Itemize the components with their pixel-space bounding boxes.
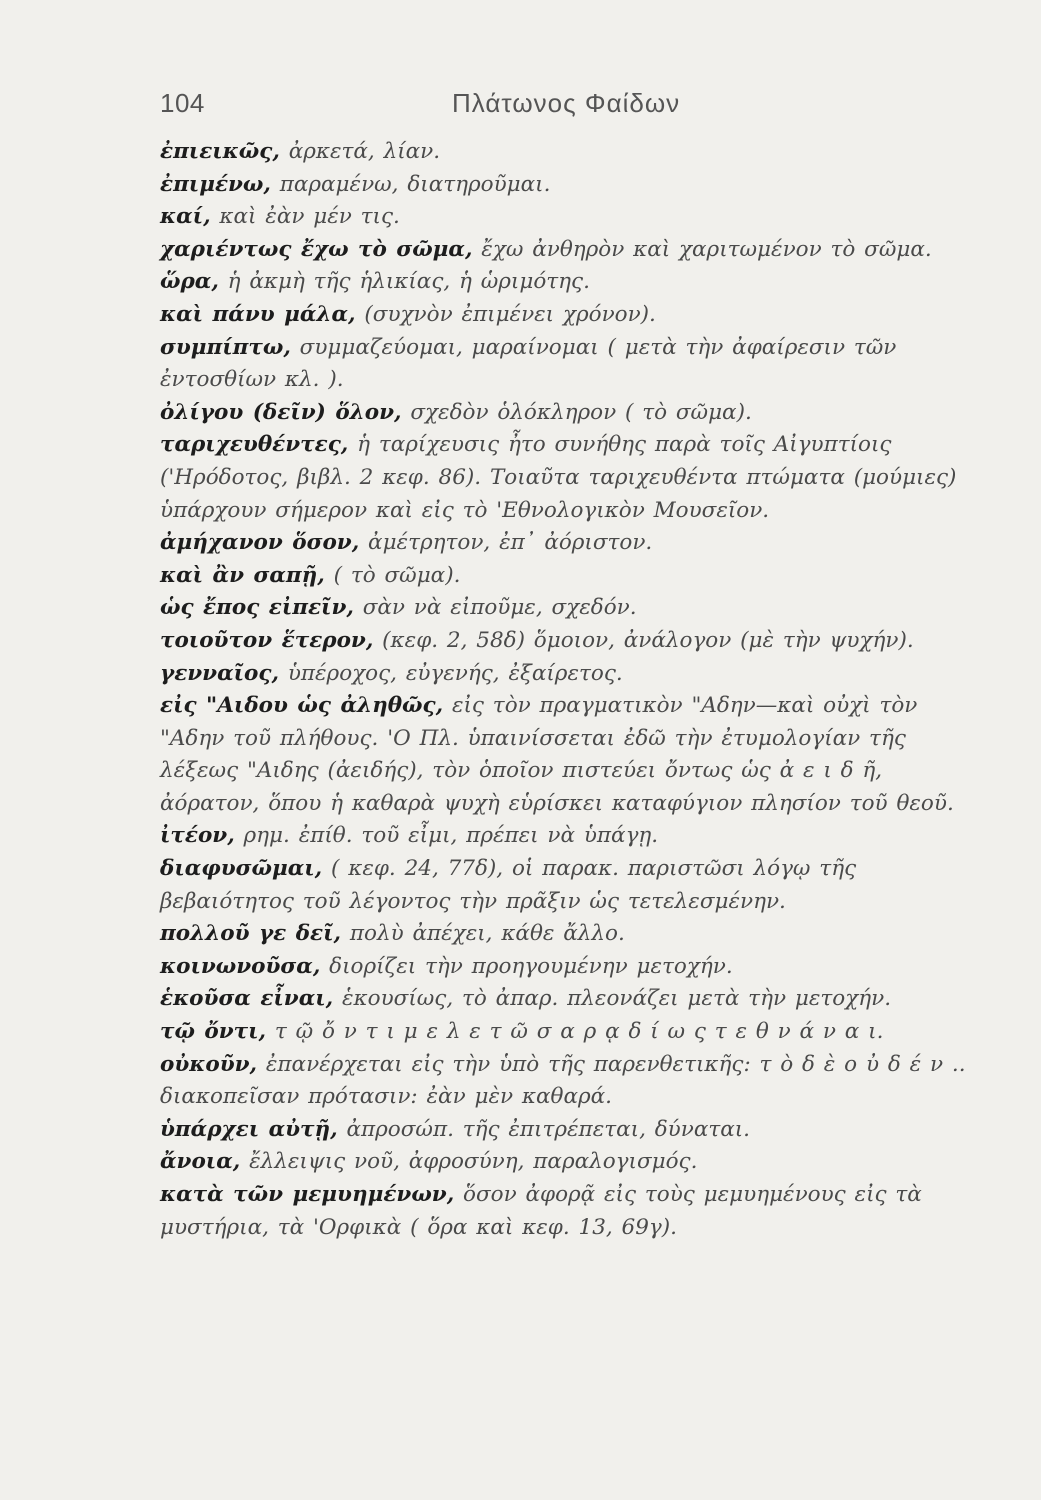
entry-term: τῷ ὄντι,: [160, 1019, 267, 1045]
entry-term: κατὰ τῶν μεμυημένων,: [160, 1182, 455, 1207]
entry-gloss: (συχνὸν ἐπιμένει χρόνον).: [364, 301, 656, 327]
entry-term: χαριέντως ἔχω τὸ σῶμα,: [160, 236, 473, 262]
glossary-entry: [148, 169, 988, 202]
glossary-entry: [148, 820, 988, 853]
page-number: 104: [160, 88, 205, 118]
glossary-entry: [148, 299, 988, 332]
entry-term: ἰτέον,: [160, 823, 235, 849]
entry-gloss: ὑπέροχος, εὐγενής, ἐξαίρετος.: [287, 660, 623, 686]
entry-term: ὥρα,: [160, 269, 219, 295]
glossary-entry: [148, 1049, 988, 1114]
entry-gloss: συμμαζεύομαι, μαραίνομαι ( μετὰ τὴν ἀφαίρεσιν τῶν ἐντοσθίων κλ. ).: [160, 334, 897, 393]
entry-gloss: ( τὸ σῶμα).: [333, 562, 461, 588]
entry-term: ταριχευθέντες,: [160, 432, 349, 458]
glossary-entry: [148, 853, 988, 918]
entry-gloss: καὶ ἐὰν μέν τις.: [219, 204, 400, 230]
glossary-entry: [148, 201, 988, 234]
glossary-entry: [148, 1114, 988, 1147]
entry-gloss: ἡ ἀκμὴ τῆς ἡλικίας, ἡ ὡριμότης.: [227, 269, 590, 295]
entry-gloss: διορίζει τὴν προηγουμένην μετοχήν.: [329, 953, 733, 979]
glossary-entry: [148, 983, 988, 1016]
entry-term: ὡς ἔπος εἰπεῖν,: [160, 595, 354, 621]
entry-term: καὶ πάνυ μάλα,: [160, 301, 356, 327]
entry-term: καὶ ἂν σαπῇ,: [160, 562, 325, 588]
entry-term: ὑπάρχει αὐτῇ,: [160, 1116, 338, 1142]
glossary-entry: [148, 690, 988, 820]
entry-term: ἐπιεικῶς,: [160, 139, 280, 164]
entry-gloss: πολὺ ἀπέχει, κάθε ἄλλο.: [349, 921, 625, 947]
entry-term: ἀμήχανον ὅσον,: [160, 530, 360, 556]
entry-gloss: ( κεφ. 24, 77δ), οἱ παρακ. παριστῶσι λόγῳ τῆς βεβαιότητος τοῦ λέγοντος τὴν πρᾶξιν ὡς τετελεσμένην.: [160, 856, 857, 914]
entry-term: καί,: [160, 204, 211, 230]
entry-term: διαφυσῶμαι,: [160, 856, 323, 882]
glossary-entry: [148, 951, 988, 984]
entry-gloss: σχεδὸν ὁλόκληρον ( τὸ σῶμα).: [410, 399, 752, 425]
entry-term: ἑκοῦσα εἶναι,: [160, 986, 334, 1012]
entry-term: εἰς "Αιδου ὡς ἀληθῶς,: [160, 693, 444, 719]
entry-gloss: ἐπανέρχεται εἰς τὴν ὑπὸ τῆς παρενθετικῆς: τ ὸ δ ὲ ο ὐ δ έ ν .. διακοπεῖσαν πρότασιν: ἐὰν μὲν καθαρά.: [160, 1051, 966, 1110]
entry-gloss: ἀμέτρητον, ἐπ᾽ ἀόριστον.: [368, 530, 653, 556]
entry-gloss: ρημ. ἐπίθ. τοῦ εἶμι, πρέπει νὰ ὑπάγῃ.: [243, 823, 659, 849]
glossary-entry: [148, 1179, 988, 1244]
glossary-entry: [148, 266, 988, 299]
entry-term: γενναῖος,: [160, 660, 279, 686]
entry-gloss: ἀρκετά, λίαν.: [288, 139, 441, 164]
glossary-entry: [148, 658, 988, 691]
glossary-entry: [148, 1016, 988, 1049]
entry-gloss: τ ῷ ὄ ν τ ι μ ε λ ε τ ῶ σ α ρ ᾳ δ ί ω ς τ ε θ ν ά ν α ι.: [274, 1019, 884, 1045]
entry-term: οὐκοῦν,: [160, 1051, 258, 1077]
entry-gloss: ἀπροσώπ. τῆς ἐπιτρέπεται, δύναται.: [346, 1116, 751, 1142]
entry-term: τοιοῦτον ἕτερον,: [160, 627, 374, 653]
glossary-entry: [148, 560, 988, 593]
entry-gloss: ἔχω ἀνθηρὸν καὶ χαριτωμένον τὸ σῶμα.: [481, 236, 932, 262]
entry-gloss: ἑκουσίως, τὸ ἀπαρ. πλεονάζει μετὰ τὴν μετοχήν.: [342, 986, 892, 1012]
glossary-entry: [148, 332, 988, 397]
entry-term: ἄνοια,: [160, 1149, 241, 1175]
glossary-entry: [148, 429, 988, 527]
entry-term: ἐπιμένω,: [160, 171, 271, 197]
glossary-entry: [148, 918, 988, 951]
entry-term: ὀλίγου (δεῖν) ὅλον,: [160, 399, 402, 425]
entry-term: συμπίπτω,: [160, 334, 291, 360]
entry-gloss: (κεφ. 2, 58δ) ὅμοιον, ἀνάλογον (μὲ τὴν ψυχήν).: [382, 627, 914, 653]
entry-gloss: ἡ ταρίχευσις ἦτο συνήθης παρὰ τοῖς Αἰγυπτίοις ('Ηρόδοτος, βιβλ. 2 κεφ. 86). Τοιαῦτα ταριχευθέντα πτώματα (μούμιες) ὑπάρχουν σήμερον καὶ εἰς τὸ 'Εθνολογικὸν Μουσεῖον.: [160, 432, 957, 523]
glossary-list: [148, 136, 988, 1244]
entry-gloss: σὰν νὰ εἰποῦμε, σχεδόν.: [362, 595, 637, 621]
glossary-entry: [148, 625, 988, 658]
running-title: Πλάτωνος Φαίδων: [452, 88, 681, 118]
entry-gloss: ἔλλειψις νοῦ, ἀφροσύνη, παραλογισμός.: [249, 1149, 698, 1175]
glossary-entry: [148, 1146, 988, 1179]
entry-term: πολλοῦ γε δεῖ,: [160, 921, 342, 947]
entry-gloss: εἰς τὸν πραγματικὸν "Αδην—καὶ οὐχὶ τὸν "Αδην τοῦ πλήθους. 'Ο Πλ. ὑπαινίσσεται ἐδῶ τὴν ἐτυμολογίαν τῆς λέξεως "Αιδης (ἀειδής), τὸν ὁποῖον πιστεύει ὄντως ὡς ἀ ε ι δ ῆ, ἀόρατον, ὅπου ἡ καθαρὰ ψυχὴ εὑρίσκει καταφύγιον πλησίον τοῦ θεοῦ.: [160, 693, 954, 816]
entry-term: κοινωνοῦσα,: [160, 953, 321, 979]
glossary-entry: [148, 527, 988, 560]
glossary-entry: [148, 234, 988, 267]
glossary-entry: [148, 397, 988, 430]
glossary-entry: [148, 592, 988, 625]
entry-gloss: ὅσον ἀφορᾷ εἰς τοὺς μεμυημένους εἰς τὰ μυστήρια, τὰ 'Ορφικὰ ( ὅρα καὶ κεφ. 13, 69γ).: [160, 1182, 922, 1240]
entry-gloss: παραμένω, διατηροῦμαι.: [279, 171, 551, 197]
glossary-entry: [148, 136, 988, 169]
